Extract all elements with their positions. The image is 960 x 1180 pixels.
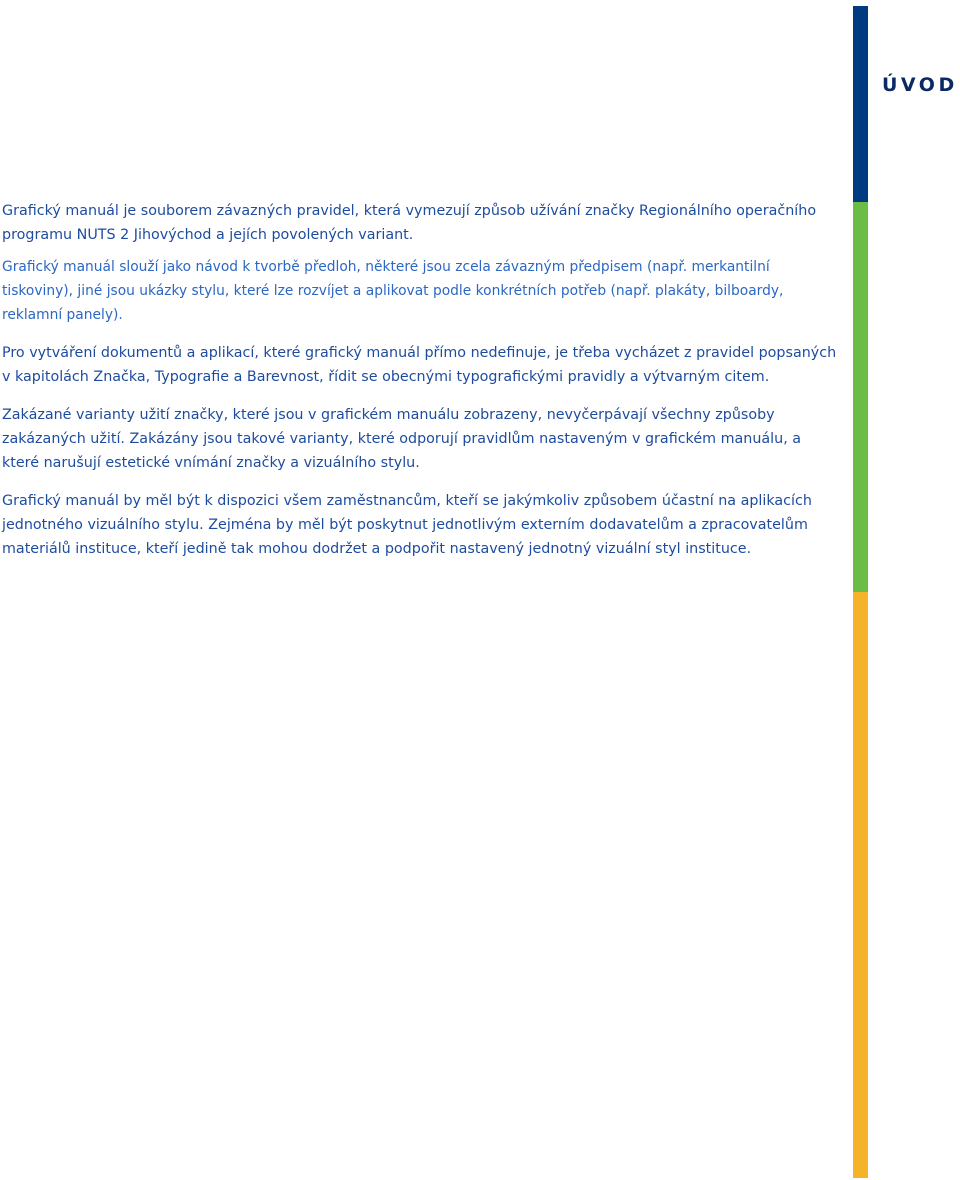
paragraph-forbidden-variants: Zakázané varianty užití značky, které jsou v grafickém manuálu zobrazeny, nevyčerpávají všechny způsoby zakázaných užití. Zakázány jsou takové varianty, které odporují pravidlům nastaveným v grafickém manuálu, a které narušují estetické vnímání značky a vizuálního stylu. <box>2 407 802 471</box>
paragraph-undefined-applications: Pro vytváření dokumentů a aplikací, které grafický manuál přímo nedefinuje, je třeba vycházet z pravidel popsaných v kapitolách Značka, Typografie a Barevnost, řídit se obecnými typografickými pravidly a výtvarným citem. <box>2 345 837 385</box>
sidebar-color-band-yellow <box>853 592 868 1178</box>
paragraph-availability: Grafický manuál by měl být k dispozici všem zaměstnancům, kteří se jakýmkoliv způsobem účastní na aplikacích jednotného vizuálního stylu. Zejména by měl být poskytnut jednotlivým externím dodavatelům a zpracovatelům materiálů instituce, kteří jedině tak mohou dodržet a podpořit nastavený jednotný vizuální styl instituce. <box>2 493 812 557</box>
document-body <box>2 199 842 561</box>
paragraph-intro: Grafický manuál je souborem závazných pravidel, která vymezují způsob užívání značky Regionálního operačního programu NUTS 2 Jihovýchod a jejích povolených variant. <box>2 203 817 243</box>
sidebar-color-band-blue <box>853 6 868 202</box>
section-title: ÚVOD <box>882 74 958 96</box>
sidebar-color-band-green <box>853 202 868 592</box>
paragraph-purpose: Grafický manuál slouží jako návod k tvorbě předloh, některé jsou zcela závazným předpisem (např. merkantilní tiskoviny), jiné jsou ukázky stylu, které lze rozvíjet a aplikovat podle konkrétních potřeb (např. plakáty, bilboardy, reklamní panely). <box>2 259 784 323</box>
